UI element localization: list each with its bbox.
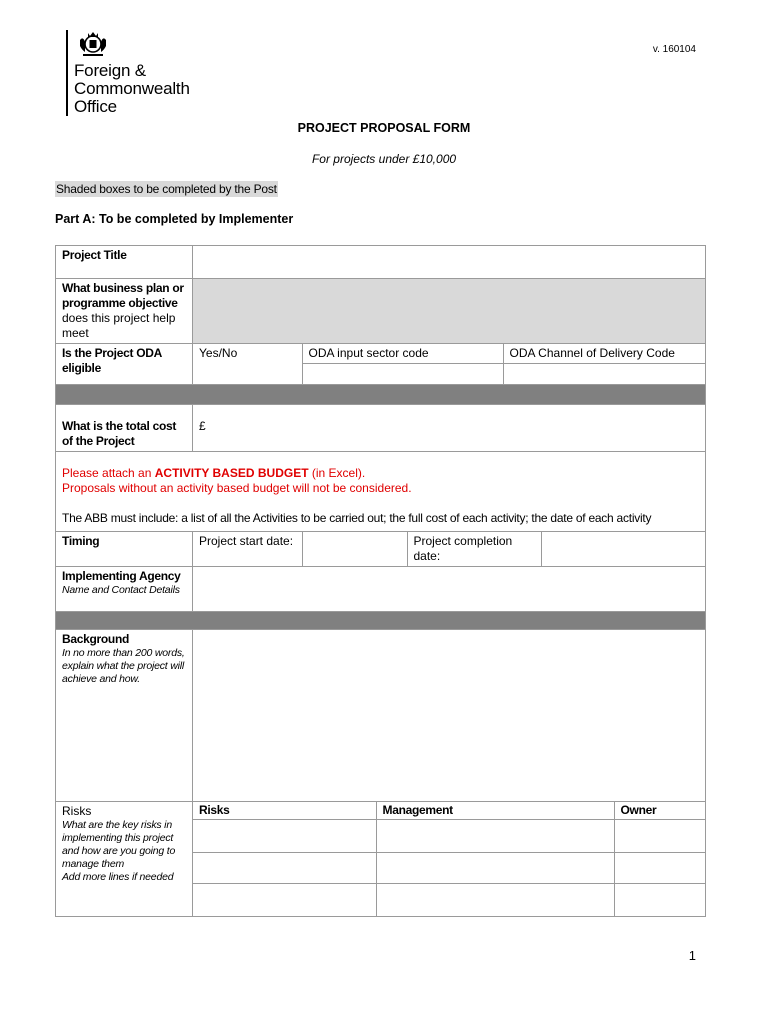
- owner-input[interactable]: [614, 852, 705, 884]
- row-total-cost: [56, 404, 706, 451]
- timing-inner-table: [193, 532, 705, 566]
- risk-row: [193, 820, 705, 853]
- start-date-label: Project start date:: [199, 533, 294, 548]
- row-divider-1: [56, 384, 706, 404]
- risks-inner-table: [193, 802, 705, 916]
- budget-notice-cell: [56, 451, 706, 531]
- risks-sub-2: Add more lines if needed: [62, 870, 174, 883]
- budget-notice-line-2: Proposals without an activity based budget will not be considered.: [62, 480, 412, 495]
- business-plan-label-bold: What business plan or programme objective: [62, 281, 184, 310]
- project-title-label-cell: [56, 246, 193, 279]
- business-plan-label-rest: does this project help meet: [62, 311, 176, 340]
- budget-notice-pre: Please attach an: [62, 465, 155, 480]
- page-number: 1: [688, 948, 696, 963]
- total-cost-label-cell: [56, 404, 193, 451]
- management-col-header-cell: [376, 802, 614, 820]
- oda-channel-code-input[interactable]: [503, 364, 705, 384]
- divider-bar-2: [56, 611, 706, 629]
- completion-date-label-cell: [407, 532, 541, 566]
- background-label: Background: [62, 631, 130, 646]
- oda-yes-no-text: Yes/No: [199, 346, 238, 360]
- background-label-cell: [56, 629, 193, 801]
- oda-sector-code-label-cell: [302, 344, 503, 364]
- management-input[interactable]: [376, 884, 614, 916]
- management-input[interactable]: [376, 852, 614, 884]
- timing-label-cell: [56, 531, 193, 566]
- divider-bar-1: [56, 384, 706, 404]
- agency-sub: Name and Contact Details: [62, 583, 180, 596]
- risks-cell: [193, 801, 706, 916]
- risk-input[interactable]: [193, 820, 376, 853]
- management-col-header: Management: [382, 802, 453, 817]
- total-cost-label: What is the total cost of the Project: [62, 418, 177, 448]
- risks-label: Risks: [62, 803, 92, 818]
- agency-label: Implementing Agency: [62, 568, 181, 583]
- oda-yes-no[interactable]: [193, 344, 302, 384]
- agency-label-cell: [56, 566, 193, 611]
- oda-label: Is the Project ODA eligible: [62, 346, 162, 375]
- version-label: v. 160104: [652, 44, 696, 55]
- budget-notice-bold: ACTIVITY BASED BUDGET: [154, 465, 309, 480]
- owner-col-header: Owner: [620, 802, 657, 817]
- risk-input[interactable]: [193, 884, 376, 916]
- agency-input[interactable]: [193, 566, 706, 611]
- risk-input[interactable]: [193, 852, 376, 884]
- royal-crest-icon: [78, 30, 108, 58]
- row-business-plan: [56, 279, 706, 344]
- row-timing: [56, 531, 706, 566]
- risk-row: [193, 884, 705, 916]
- proposal-table: [55, 245, 706, 917]
- total-cost-input[interactable]: [193, 404, 706, 451]
- shaded-note: Shaded boxes to be completed by the Post: [56, 182, 277, 196]
- oda-inner-table: [193, 344, 705, 384]
- row-agency: [56, 566, 706, 611]
- row-oda: [56, 344, 706, 385]
- row-divider-2: [56, 611, 706, 629]
- project-title-input[interactable]: [193, 246, 706, 279]
- completion-date-input[interactable]: [541, 532, 705, 566]
- budget-notice-line-3: The ABB must include: a list of all the Activities to be carried out; the full cost of each activity; the date of each activity: [62, 510, 652, 525]
- start-date-input[interactable]: [302, 532, 407, 566]
- oda-label-cell: [56, 344, 193, 385]
- risk-row: [193, 852, 705, 884]
- risks-col-header-cell: [193, 802, 376, 820]
- management-input[interactable]: [376, 820, 614, 853]
- timing-cell: [193, 531, 706, 566]
- logo-line-2: Commonwealth: [74, 79, 190, 98]
- owner-input[interactable]: [614, 820, 705, 853]
- business-plan-input[interactable]: [193, 279, 706, 344]
- start-date-label-cell: [193, 532, 302, 566]
- background-sub: In no more than 200 words, explain what the project will achieve and how.: [62, 646, 185, 685]
- currency-symbol: £: [199, 418, 206, 433]
- logo-line-1: Foreign &: [74, 61, 146, 80]
- form-subtitle: For projects under £10,000: [311, 152, 457, 166]
- oda-channel-code-label-cell: [503, 344, 705, 364]
- budget-notice-line-1: [62, 466, 699, 481]
- budget-notice-post: (in Excel).: [308, 465, 366, 480]
- row-project-title: [56, 246, 706, 279]
- business-plan-label-cell: [56, 279, 193, 344]
- oda-sector-code-label: ODA input sector code: [308, 346, 429, 360]
- oda-cell: [193, 344, 706, 385]
- logo-bar: [66, 30, 68, 116]
- timing-label: Timing: [62, 533, 100, 548]
- completion-date-label: Project completion date:: [413, 533, 513, 563]
- logo-line-3: Office: [74, 97, 117, 116]
- form-title: PROJECT PROPOSAL FORM: [297, 121, 471, 135]
- risks-col-header: Risks: [199, 802, 230, 817]
- fco-logo: [66, 30, 216, 118]
- background-input[interactable]: [193, 629, 706, 801]
- risks-sub-1: What are the key risks in implementing this project and how are you going to manage them: [62, 818, 176, 870]
- row-risks: [56, 801, 706, 916]
- risks-label-cell: [56, 801, 193, 916]
- oda-sector-code-input[interactable]: [302, 364, 503, 384]
- row-budget-notice: [56, 451, 706, 531]
- oda-channel-code-label: ODA Channel of Delivery Code: [509, 346, 675, 360]
- row-background: [56, 629, 706, 801]
- owner-col-header-cell: [614, 802, 705, 820]
- part-a-heading: Part A: To be completed by Implementer: [55, 212, 294, 226]
- project-title-label: Project Title: [62, 248, 127, 262]
- owner-input[interactable]: [614, 884, 705, 916]
